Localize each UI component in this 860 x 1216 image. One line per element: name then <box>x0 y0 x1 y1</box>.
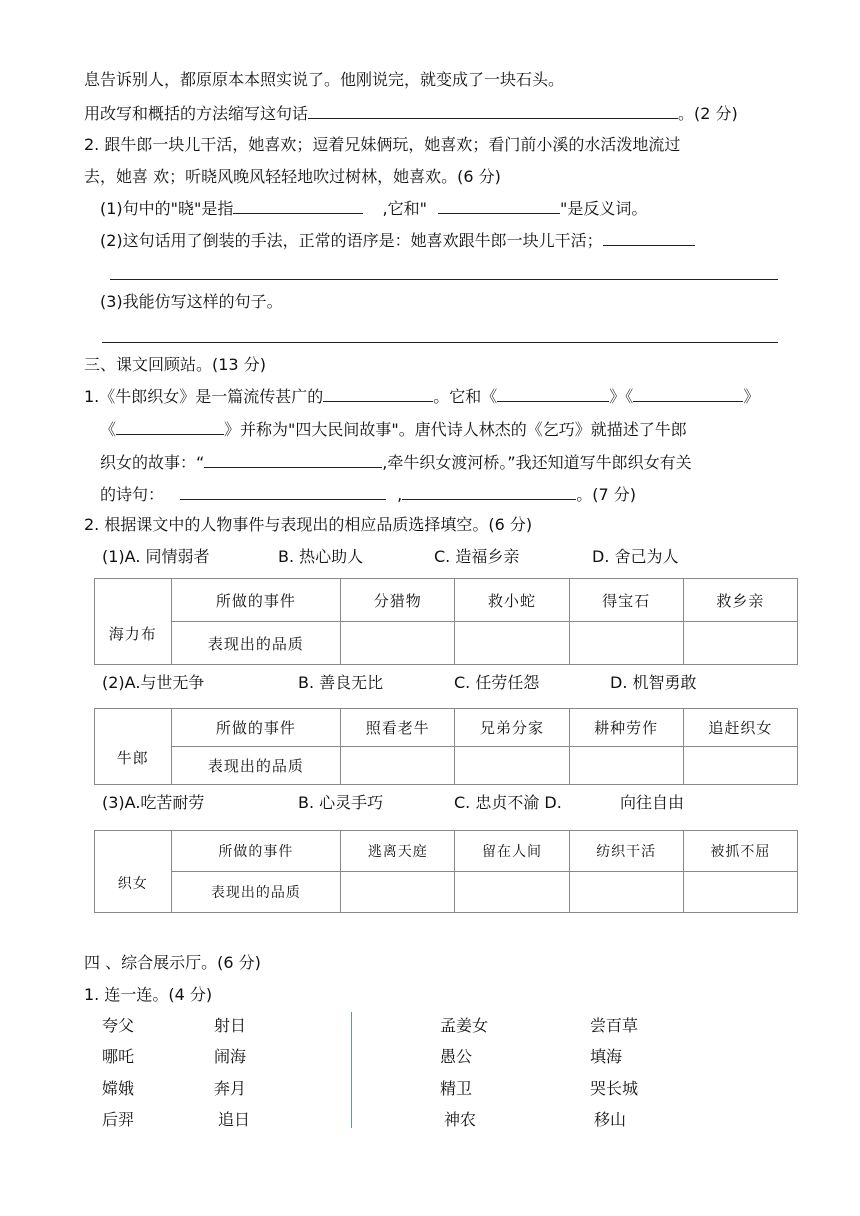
quality-answer-cell[interactable] <box>569 872 683 913</box>
sec3-q2-title: 2. 根据课文中的人物事件与表现出的相应品质选择填空。(6 分) <box>84 515 533 534</box>
question-text: 的诗句： <box>100 485 165 504</box>
match-item[interactable]: 追日 <box>218 1110 251 1129</box>
option-d: 向往自由 <box>620 793 685 812</box>
subquestion-text: (2)这句话用了倒装的手法，正常的语序是：她喜欢跟牛郎一块儿干活； <box>100 231 603 250</box>
subquestion-text: ,它和" <box>382 199 427 218</box>
answer-line[interactable] <box>102 342 778 343</box>
row-header: 表现出的品质 <box>171 622 341 665</box>
subquestion-3: (3)我能仿写这样的句子。 <box>100 292 283 311</box>
match-item[interactable]: 愚公 <box>440 1047 473 1066</box>
event-cell: 得宝石 <box>569 579 683 622</box>
condense-question <box>84 104 738 124</box>
answer-blank[interactable] <box>497 387 609 402</box>
row-header: 表现出的品质 <box>171 872 341 913</box>
option-b: B. 心灵手巧 <box>298 793 384 812</box>
row-header: 表现出的品质 <box>171 747 341 785</box>
answer-blank[interactable] <box>438 199 560 214</box>
quality-answer-cell[interactable] <box>683 747 797 785</box>
option-a: (3)A.吃苦耐劳 <box>102 793 205 812</box>
answer-blank[interactable] <box>116 420 224 435</box>
option-d: D. 舍己为人 <box>592 547 679 566</box>
event-cell: 纺织干活 <box>569 831 683 872</box>
event-cell: 被抓不屈 <box>683 831 797 872</box>
question-text: 。(7 分) <box>576 485 636 504</box>
passage-line: 息告诉别人，都原原本本照实说了。他刚说完，就变成了一块石头。 <box>84 70 565 89</box>
answer-blank[interactable] <box>323 387 433 402</box>
quality-answer-cell[interactable] <box>341 872 455 913</box>
divider-line <box>351 1012 352 1128</box>
question-2-line2: 去，她喜 欢；听晓风晚风轻轻地吹过树林，她喜欢。(6 分) <box>84 167 501 186</box>
question-text: 1.《牛郎织女》是一篇流传甚广的 <box>84 387 324 406</box>
event-cell: 救小蛇 <box>455 579 569 622</box>
match-item[interactable]: 孟姜女 <box>440 1016 489 1035</box>
event-cell: 分猎物 <box>341 579 455 622</box>
match-item[interactable]: 精卫 <box>440 1079 473 1098</box>
match-item[interactable]: 哭长城 <box>590 1079 639 1098</box>
quality-answer-cell[interactable] <box>683 872 797 913</box>
event-cell: 追赶织女 <box>683 709 797 747</box>
character-name: 牛郎 <box>95 709 172 785</box>
section-4-title: 四 、综合展示厅。(6 分) <box>84 953 261 972</box>
match-item[interactable]: 嫦娥 <box>102 1079 135 1098</box>
answer-blank[interactable] <box>308 104 678 119</box>
quality-answer-cell[interactable] <box>569 747 683 785</box>
answer-line[interactable] <box>110 279 778 280</box>
question-text: 织女的故事：“ <box>100 453 205 472</box>
event-cell: 逃离天庭 <box>341 831 455 872</box>
question-text: 》并称为"四大民间故事"。唐代诗人林杰的《乞巧》就描述了牛郎 <box>224 420 687 439</box>
option-b: B. 热心助人 <box>278 547 364 566</box>
question-text: 《 <box>100 420 117 439</box>
quality-table-zhinv <box>94 830 798 913</box>
answer-blank[interactable] <box>402 485 576 500</box>
event-cell: 留在人间 <box>455 831 569 872</box>
answer-blank[interactable] <box>233 199 363 214</box>
sec4-q1: 1. 连一连。(4 分) <box>84 985 213 1004</box>
section-3-title: 三、课文回顾站。(13 分) <box>84 355 266 374</box>
match-item[interactable]: 夸父 <box>102 1016 135 1035</box>
quality-answer-cell[interactable] <box>455 747 569 785</box>
match-item[interactable]: 填海 <box>590 1047 623 1066</box>
match-item[interactable]: 神农 <box>444 1110 477 1129</box>
row-header: 所做的事件 <box>171 579 341 622</box>
question-text: 》《 <box>609 387 634 406</box>
subquestion-text: (1)句中的"晓"是指 <box>100 199 234 218</box>
match-item[interactable]: 尝百草 <box>590 1016 639 1035</box>
question-text: 。它和《 <box>433 387 498 406</box>
match-item[interactable]: 移山 <box>594 1110 627 1129</box>
answer-blank[interactable] <box>204 453 382 468</box>
option-c: C. 忠贞不渝 D. <box>454 793 562 812</box>
match-item[interactable]: 闹海 <box>214 1047 247 1066</box>
question-text: 用改写和概括的方法缩写这句话 <box>84 104 309 123</box>
quality-table-niulang <box>94 708 798 785</box>
event-cell: 救乡亲 <box>683 579 797 622</box>
match-item[interactable]: 哪吒 <box>102 1047 135 1066</box>
quality-table-hailibu <box>94 578 798 665</box>
subquestion-1 <box>100 199 647 219</box>
subquestion-2 <box>100 231 695 251</box>
character-name: 织女 <box>95 831 172 913</box>
question-text: 》 <box>743 387 760 406</box>
score: 。(2 分) <box>678 104 738 123</box>
question-text: ,牵牛织女渡河桥。”我还知道写牛郎织女有关 <box>382 453 692 472</box>
row-header: 所做的事件 <box>171 709 341 747</box>
event-cell: 照看老牛 <box>341 709 455 747</box>
option-a: (1)A. 同情弱者 <box>102 547 210 566</box>
option-d: D. 机智勇敢 <box>610 673 697 692</box>
quality-answer-cell[interactable] <box>683 622 797 665</box>
question-text: , <box>397 485 403 504</box>
option-c: C. 任劳任怨 <box>454 673 540 692</box>
option-a: (2)A.与世无争 <box>102 673 205 692</box>
row-header: 所做的事件 <box>171 831 341 872</box>
sec3-q1-line1 <box>84 387 759 407</box>
answer-blank[interactable] <box>603 231 695 246</box>
question-2-line1: 2. 跟牛郎一块儿干活，她喜欢；逗着兄妹俩玩，她喜欢；看门前小溪的水活泼地流过 <box>84 135 681 154</box>
quality-answer-cell[interactable] <box>341 747 455 785</box>
quality-answer-cell[interactable] <box>455 872 569 913</box>
character-name: 海力布 <box>95 579 172 665</box>
sec3-q1-line4 <box>100 485 636 505</box>
quality-answer-cell[interactable] <box>569 622 683 665</box>
answer-blank[interactable] <box>180 485 386 500</box>
match-item[interactable]: 奔月 <box>214 1079 247 1098</box>
answer-blank[interactable] <box>633 387 743 402</box>
match-item[interactable]: 后羿 <box>102 1110 135 1129</box>
sec3-q1-line2 <box>100 420 687 440</box>
subquestion-text: "是反义词。 <box>560 199 648 218</box>
event-cell: 兄弟分家 <box>455 709 569 747</box>
option-c: C. 造福乡亲 <box>434 547 520 566</box>
sec3-q1-line3 <box>100 453 692 473</box>
match-item[interactable]: 射日 <box>214 1016 247 1035</box>
option-b: B. 善良无比 <box>298 673 384 692</box>
event-cell: 耕种劳作 <box>569 709 683 747</box>
quality-answer-cell[interactable] <box>341 622 455 665</box>
quality-answer-cell[interactable] <box>455 622 569 665</box>
